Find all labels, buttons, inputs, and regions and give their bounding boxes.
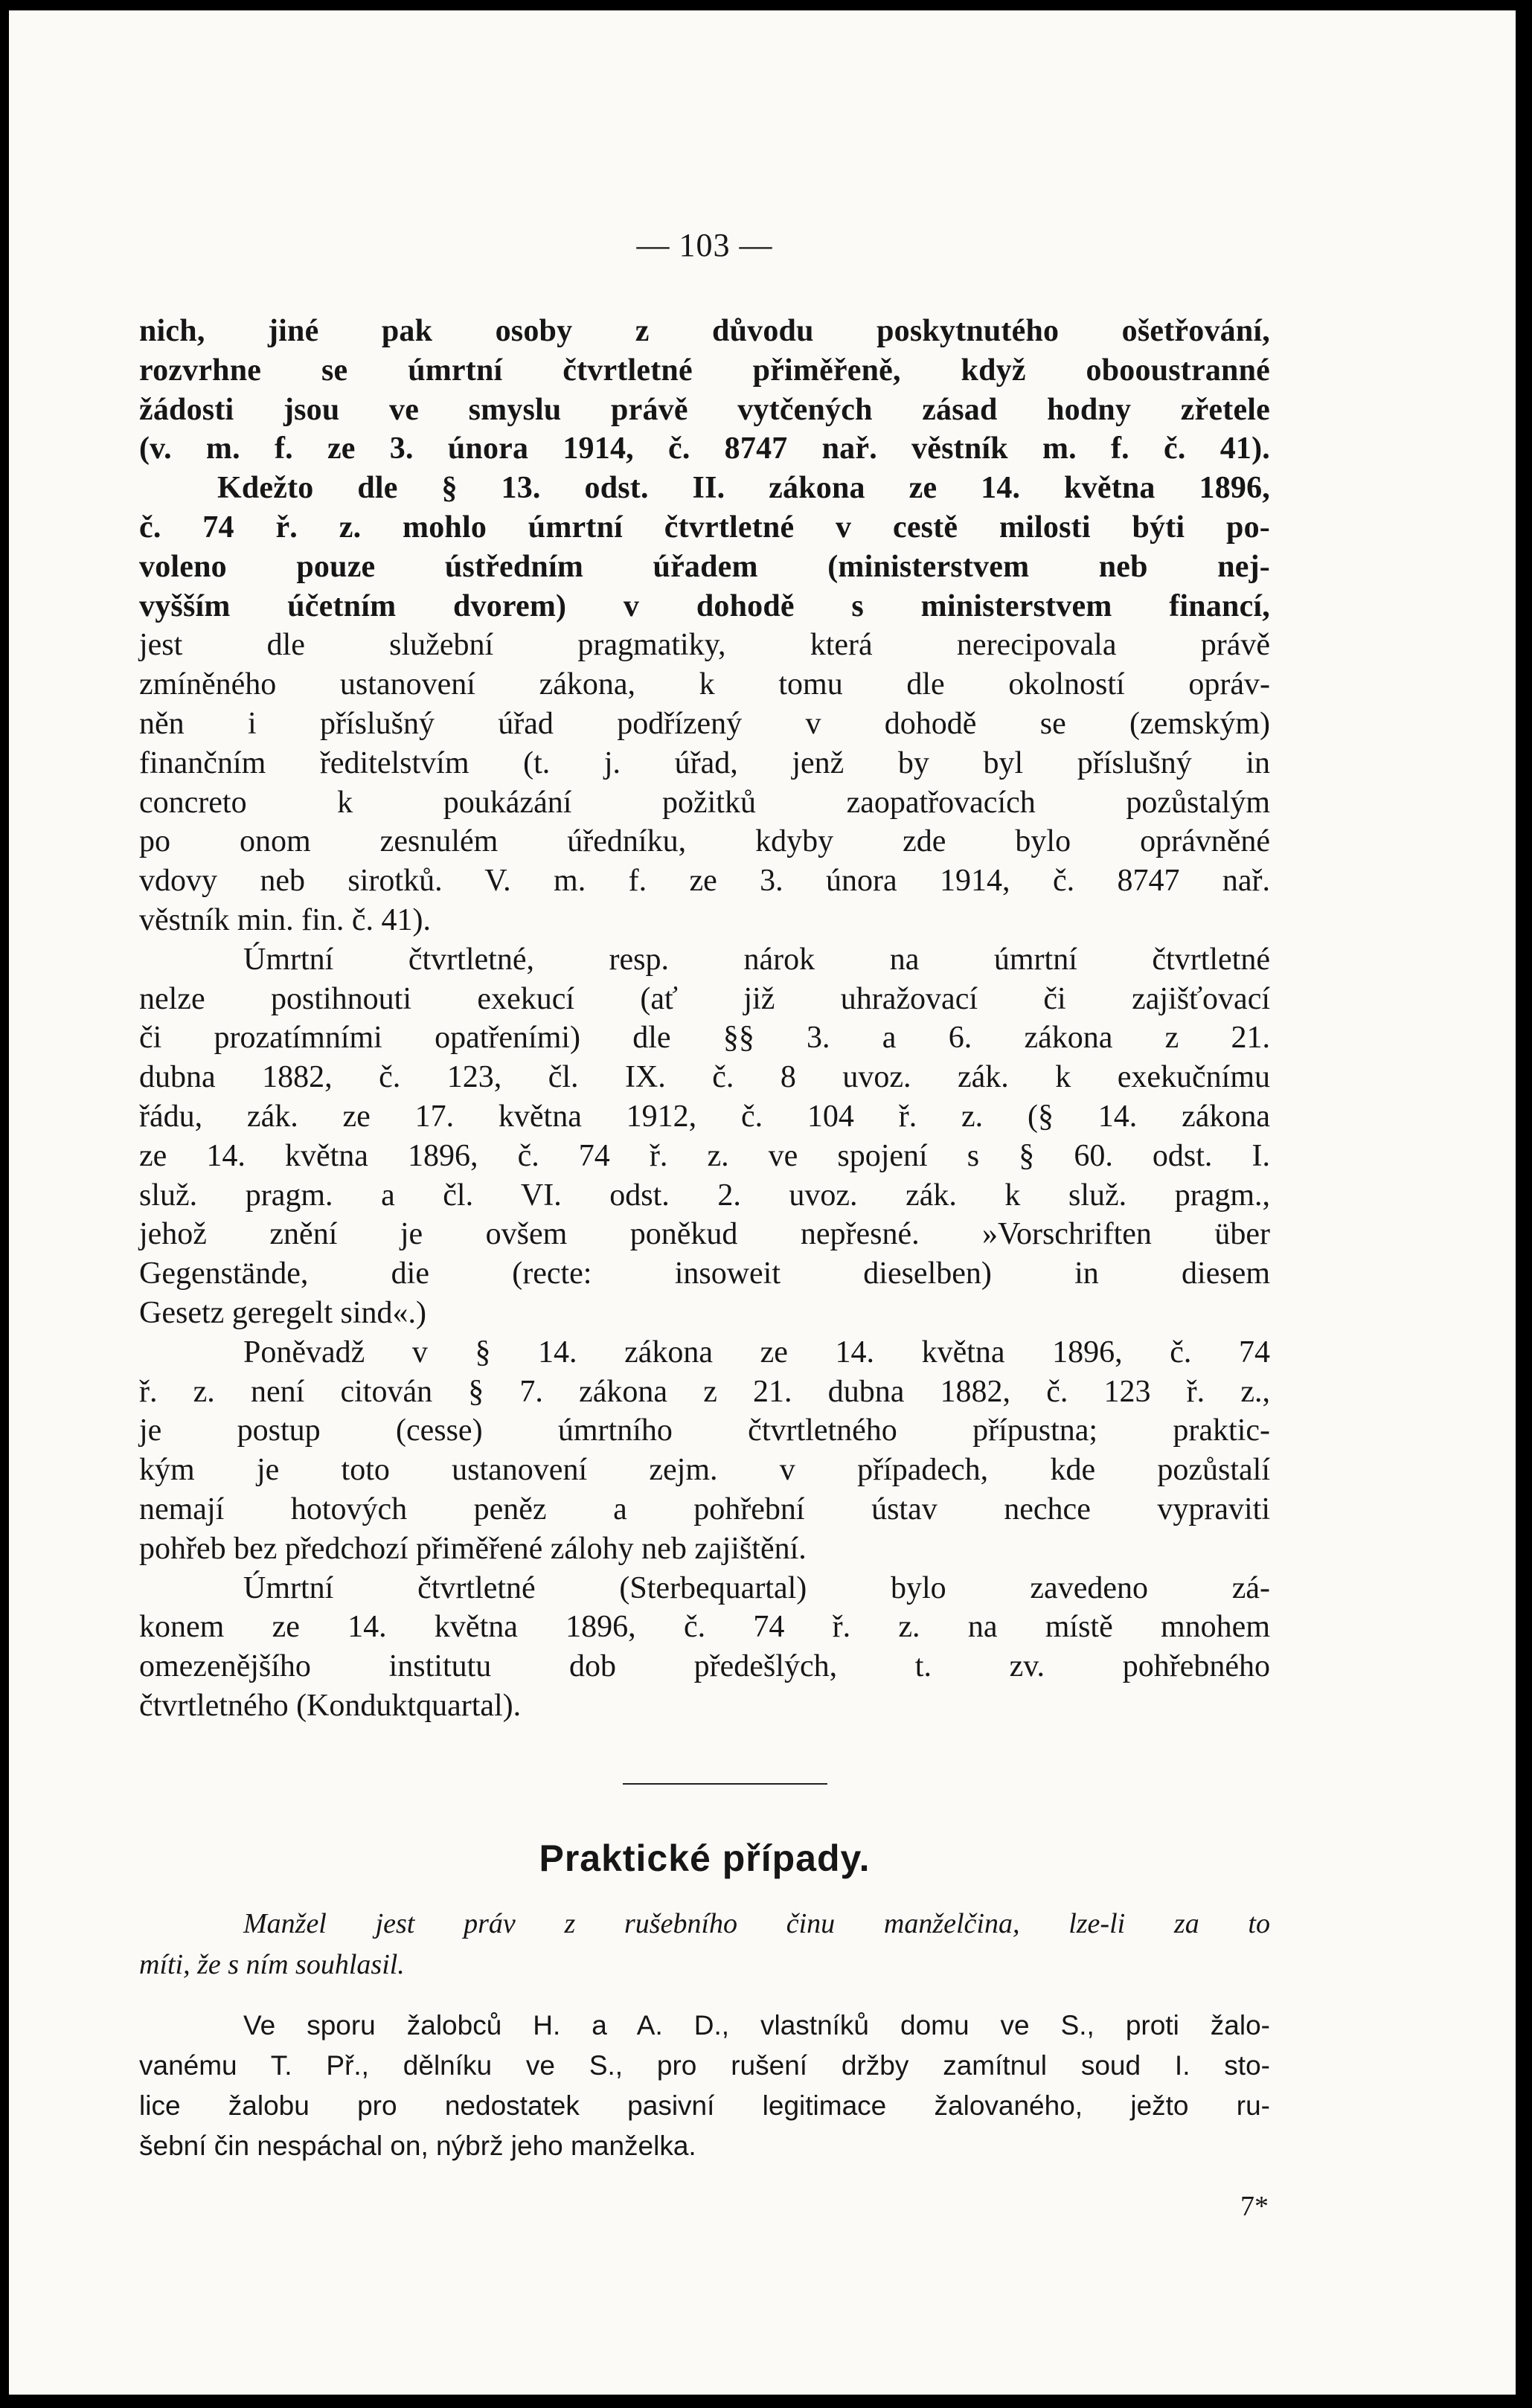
question-line: Manžel jest práv z rušebního činu manželčina, lze-li za to <box>243 1908 1270 1939</box>
body-line: pohřeb bez předchozí přiměřené zálohy neb zajištění. <box>139 1531 807 1566</box>
case-line: vanému T. Př., dělníku ve S., pro rušení držby zamítnul soud I. sto- <box>139 2050 1270 2081</box>
body-line: Úmrtní čtvrtletné, resp. nárok na úmrtní čtvrtletné <box>243 942 1270 977</box>
body-line: Kdežto dle § 13. odst. II. zákona ze 14. května 1896, <box>217 471 1270 506</box>
body-line: rozvrhne se úmrtní čtvrtletné přiměřeně, když obooustranné <box>139 353 1270 388</box>
body-line: ř. z. není citován § 7. zákona z 21. dubna 1882, č. 123 ř. z., <box>139 1374 1270 1409</box>
body-line: nemají hotových peněz a pohřební ústav nechce vypraviti <box>139 1492 1270 1526</box>
body-line: nelze postihnouti exekucí (ať již uhražovací či zajišťovací <box>139 981 1270 1016</box>
body-line: č. 74 ř. z. mohlo úmrtní čtvrtletné v cestě milosti býti po- <box>139 510 1270 545</box>
case-line: lice žalobu pro nedostatek pasivní legitimace žalovaného, ježto ru- <box>139 2090 1270 2121</box>
signature-mark: 7* <box>1240 2191 1269 2222</box>
body-line: Gegenstände, die (recte: insoweit dieselben) in diesem <box>139 1256 1270 1291</box>
body-line: jest dle služební pragmatiky, která nerecipovala právě <box>139 628 1270 663</box>
body-line: po onom zesnulém úředníku, kdyby zde bylo oprávněné <box>139 824 1270 859</box>
case-line: šební čin nespáchal on, nýbrž jeho manželka. <box>139 2131 696 2161</box>
body-line: řádu, zák. ze 17. května 1912, č. 104 ř. z. (§ 14. zákona <box>139 1099 1270 1134</box>
body-line: omezenějšího institutu dob předešlých, t. zv. pohřebného <box>139 1649 1270 1684</box>
body-line: Poněvadž v § 14. zákona ze 14. května 1896, č. 74 <box>243 1335 1270 1370</box>
body-line: Gesetz geregelt sind«.) <box>139 1295 427 1330</box>
body-line: kým je toto ustanovení zejm. v případech, kde pozůstalí <box>139 1453 1270 1488</box>
body-line: vdovy neb sirotků. V. m. f. ze 3. února 1914, č. 8747 nař. <box>139 864 1270 899</box>
case-description <box>139 2006 1270 2166</box>
section-divider <box>623 1783 827 1785</box>
body-line: Úmrtní čtvrtletné (Sterbequartal) bylo zavedeno zá- <box>243 1570 1270 1605</box>
body-line: (v. m. f. ze 3. února 1914, č. 8747 nař. věstník m. f. č. 41). <box>139 431 1270 466</box>
body-line: něn i příslušný úřad podřízený v dohodě se (zemským) <box>139 706 1270 741</box>
body-line: konem ze 14. května 1896, č. 74 ř. z. na místě mnohem <box>139 1610 1270 1645</box>
body-line: concreto k poukázání požitků zaopatřovacích pozůstalým <box>139 785 1270 820</box>
question-line: míti, že s ním souhlasil. <box>139 1949 405 1980</box>
body-line: jehož znění je ovšem poněkud nepřesné. »Vorschriften über <box>139 1217 1270 1252</box>
body-line: služ. pragm. a čl. VI. odst. 2. uvoz. zák. k služ. pragm., <box>139 1178 1270 1213</box>
body-line: čtvrtletného (Konduktquartal). <box>139 1688 522 1723</box>
section-heading: Praktické případy. <box>539 1837 871 1879</box>
body-line: nich, jiné pak osoby z důvodu poskytnutého ošetřování, <box>139 314 1270 348</box>
body-line: voleno pouze ústředním úřadem (ministerstvem neb nej- <box>139 549 1270 584</box>
document-page <box>9 10 1516 2395</box>
case-line: Ve sporu žalobců H. a A. D., vlastníků domu ve S., proti žalo- <box>243 2010 1270 2041</box>
page-number: — 103 — <box>636 227 773 263</box>
body-line: věstník min. fin. č. 41). <box>139 902 431 937</box>
body-line: dubna 1882, č. 123, čl. IX. č. 8 uvoz. zák. k exekučnímu <box>139 1060 1270 1095</box>
case-question <box>139 1904 1270 1985</box>
body-line: ze 14. května 1896, č. 74 ř. z. ve spojení s § 60. odst. I. <box>139 1138 1270 1173</box>
main-body-text <box>139 312 1270 1726</box>
body-line: je postup (cesse) úmrtního čtvrtletného přípustna; praktic- <box>139 1413 1270 1448</box>
body-line: či prozatímními opatřeními) dle §§ 3. a 6. zákona z 21. <box>139 1021 1270 1056</box>
body-line: žádosti jsou ve smyslu právě vytčených zásad hodny zřetele <box>139 392 1270 427</box>
body-line: zmíněného ustanovení zákona, k tomu dle okolností opráv- <box>139 667 1270 702</box>
body-line: finančním ředitelstvím (t. j. úřad, jenž by byl příslušný in <box>139 745 1270 780</box>
body-line: vyšším účetním dvorem) v dohodě s ministerstvem financí, <box>139 588 1270 623</box>
